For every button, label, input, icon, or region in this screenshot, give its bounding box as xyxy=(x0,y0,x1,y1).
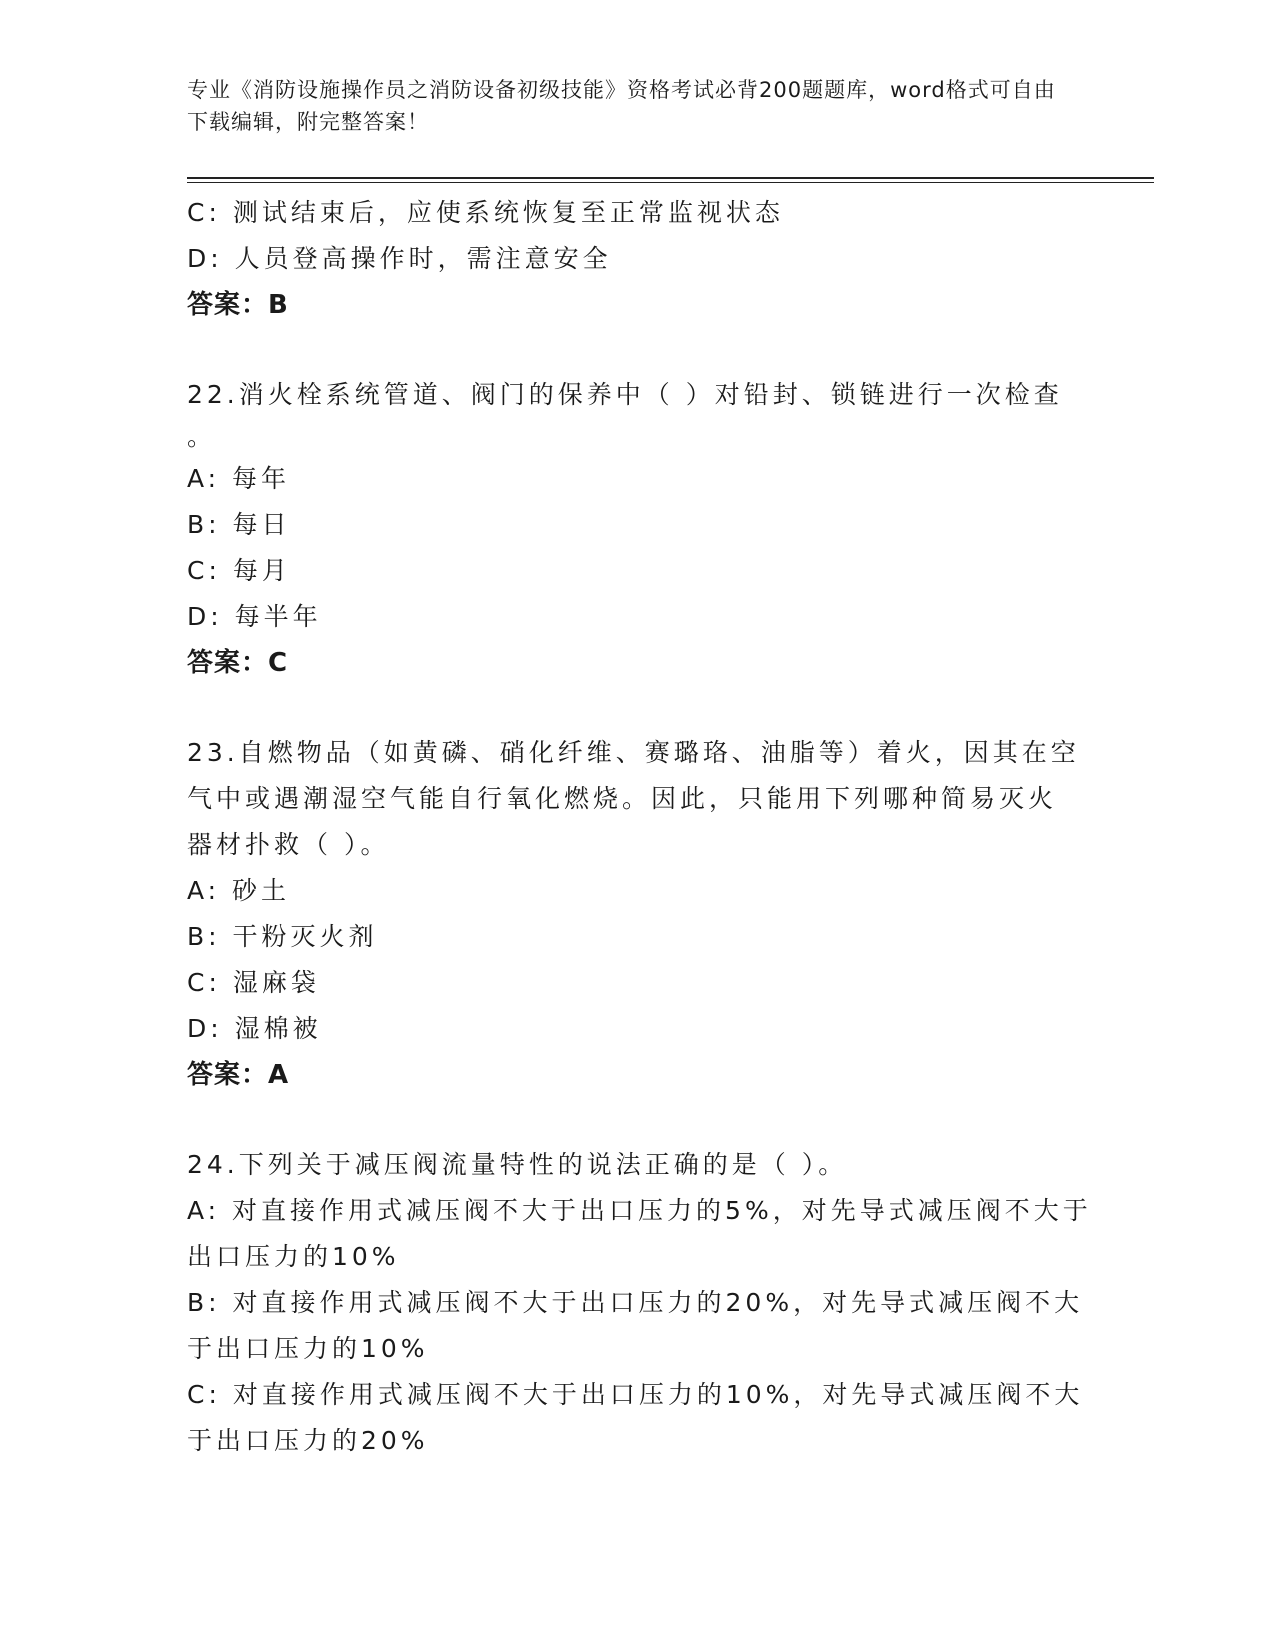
header-rule-thin xyxy=(187,182,1154,183)
answer: 答案：B xyxy=(187,290,289,320)
option-d: D: 每半年 xyxy=(187,602,322,631)
option-b-line-1: B: 对直接作用式减压阀不大于出口压力的20%，对先导式减压阀不大 xyxy=(187,1288,1084,1317)
question-stem: 22.消火栓系统管道、阀门的保养中（ ）对铅封、锁链进行一次检查 xyxy=(187,380,1063,409)
option-b-line-2: 于出口压力的10% xyxy=(187,1334,429,1363)
answer: 答案：C xyxy=(187,648,289,678)
option-a-line-2: 出口压力的10% xyxy=(187,1242,400,1271)
option-d: D: 人员登高操作时，需注意安全 xyxy=(187,244,612,273)
option-c: C: 测试结束后，应使系统恢复至正常监视状态 xyxy=(187,198,784,227)
option-a-line-1: A: 对直接作用式减压阀不大于出口压力的5%，对先导式减压阀不大于 xyxy=(187,1196,1092,1225)
answer: 答案：A xyxy=(187,1060,290,1090)
option-b: B: 每日 xyxy=(187,510,291,539)
question-stem: 24.下列关于减压阀流量特性的说法正确的是（ ）。 xyxy=(187,1150,848,1179)
option-c-line-2: 于出口压力的20% xyxy=(187,1426,429,1455)
option-c: C: 湿麻袋 xyxy=(187,968,320,997)
question-stem-line-2: 气中或遇潮湿空气能自行氧化燃烧。因此，只能用下列哪种简易灭火 xyxy=(187,784,1058,813)
question-stem-line-1: 23.自燃物品（如黄磷、硝化纤维、赛璐珞、油脂等）着火，因其在空 xyxy=(187,738,1080,767)
question-21-tail xyxy=(187,190,1087,328)
question-23 xyxy=(187,730,1087,1098)
option-c-line-1: C: 对直接作用式减压阀不大于出口压力的10%，对先导式减压阀不大 xyxy=(187,1380,1084,1409)
question-stem-line-3: 器材扑救（ ）。 xyxy=(187,830,390,859)
document-body xyxy=(187,190,1092,1464)
question-stem-tail: 。 xyxy=(187,422,217,451)
option-a: A: 每年 xyxy=(187,464,291,493)
question-22 xyxy=(187,372,1087,686)
option-d: D: 湿棉被 xyxy=(187,1014,322,1043)
option-a: A: 砂土 xyxy=(187,876,291,905)
header-title: 专业《消防设施操作员之消防设备初级技能》资格考试必背200题题库，word格式可自由下载编辑，附完整答案！ xyxy=(187,78,1056,134)
page-header xyxy=(187,74,1067,138)
option-c: C: 每月 xyxy=(187,556,291,585)
option-b: B: 干粉灭火剂 xyxy=(187,922,378,951)
question-24 xyxy=(187,1142,1092,1464)
header-rule-thick xyxy=(187,177,1154,179)
